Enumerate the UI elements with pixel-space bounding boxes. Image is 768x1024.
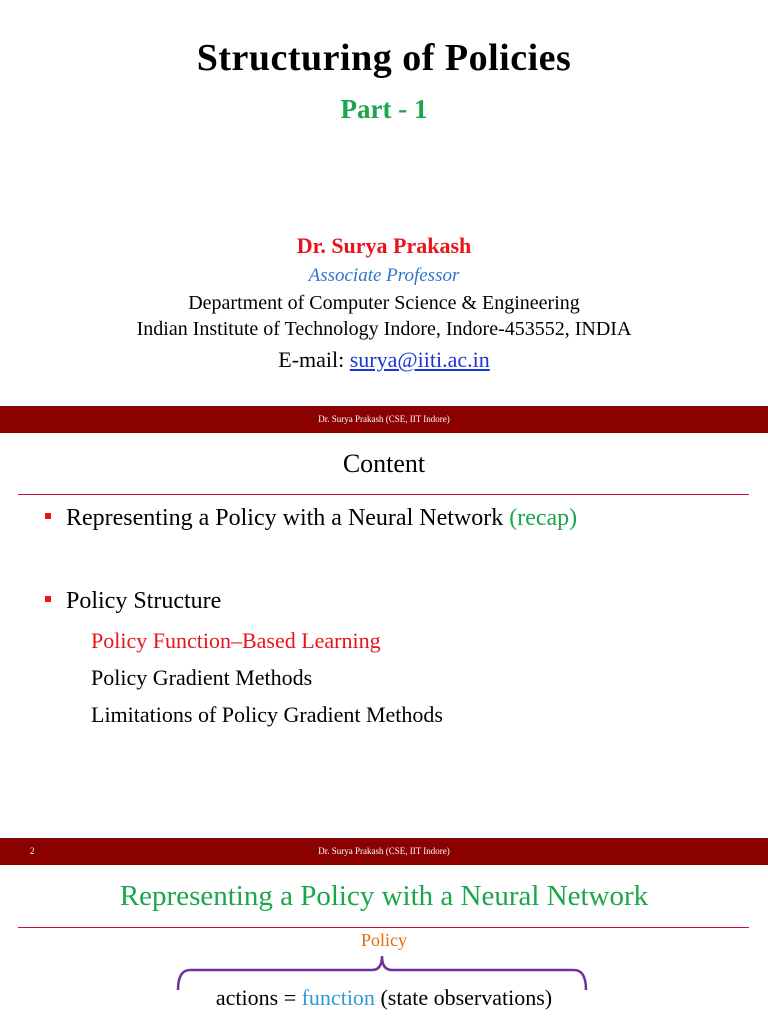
footer-text: Dr. Surya Prakash (CSE, IIT Indore) [318, 846, 450, 856]
sub-item: Policy Gradient Methods [91, 665, 313, 690]
email-label: E-mail: [278, 347, 350, 372]
slide3-title: Representing a Policy with a Neural Network [119, 880, 649, 912]
sub-item-highlighted: Policy Function–Based Learning [91, 628, 381, 653]
email-link[interactable]: surya@iiti.ac.in [349, 347, 490, 372]
bullet-text: Representing a Policy with a Neural Network [66, 505, 510, 531]
footer-bar [0, 406, 768, 433]
author-role: Associate Professor [308, 265, 460, 286]
bullet-square-icon [45, 513, 51, 519]
bullet-item [45, 588, 221, 615]
department: Department of Computer Science & Engineering [188, 292, 580, 314]
equation-function: function [301, 985, 375, 1010]
bullet-text: Policy Structure [66, 588, 222, 614]
equation [0, 985, 768, 1011]
footer-bar [0, 838, 768, 865]
policy-label: Policy [360, 930, 407, 950]
slide1-part: Part - 1 [340, 94, 428, 124]
slide1-title: Structuring of Policies [196, 37, 572, 79]
bullet-note: (recap) [509, 505, 578, 531]
title-divider [18, 494, 749, 495]
email-line [0, 347, 768, 373]
bullet-item [45, 505, 577, 532]
institute: Indian Institute of Technology Indore, Indore-453552, INDIA [136, 318, 632, 340]
author-name: Dr. Surya Prakash [296, 233, 472, 258]
slide-number: 2 [30, 846, 35, 856]
equation-left: actions = [215, 985, 302, 1010]
title-divider [18, 927, 749, 928]
bullet-square-icon [45, 596, 51, 602]
equation-right: (state observations) [374, 985, 553, 1010]
slide2-title: Content [342, 449, 426, 478]
footer-text: Dr. Surya Prakash (CSE, IIT Indore) [318, 414, 450, 424]
sub-item: Limitations of Policy Gradient Methods [91, 702, 443, 727]
